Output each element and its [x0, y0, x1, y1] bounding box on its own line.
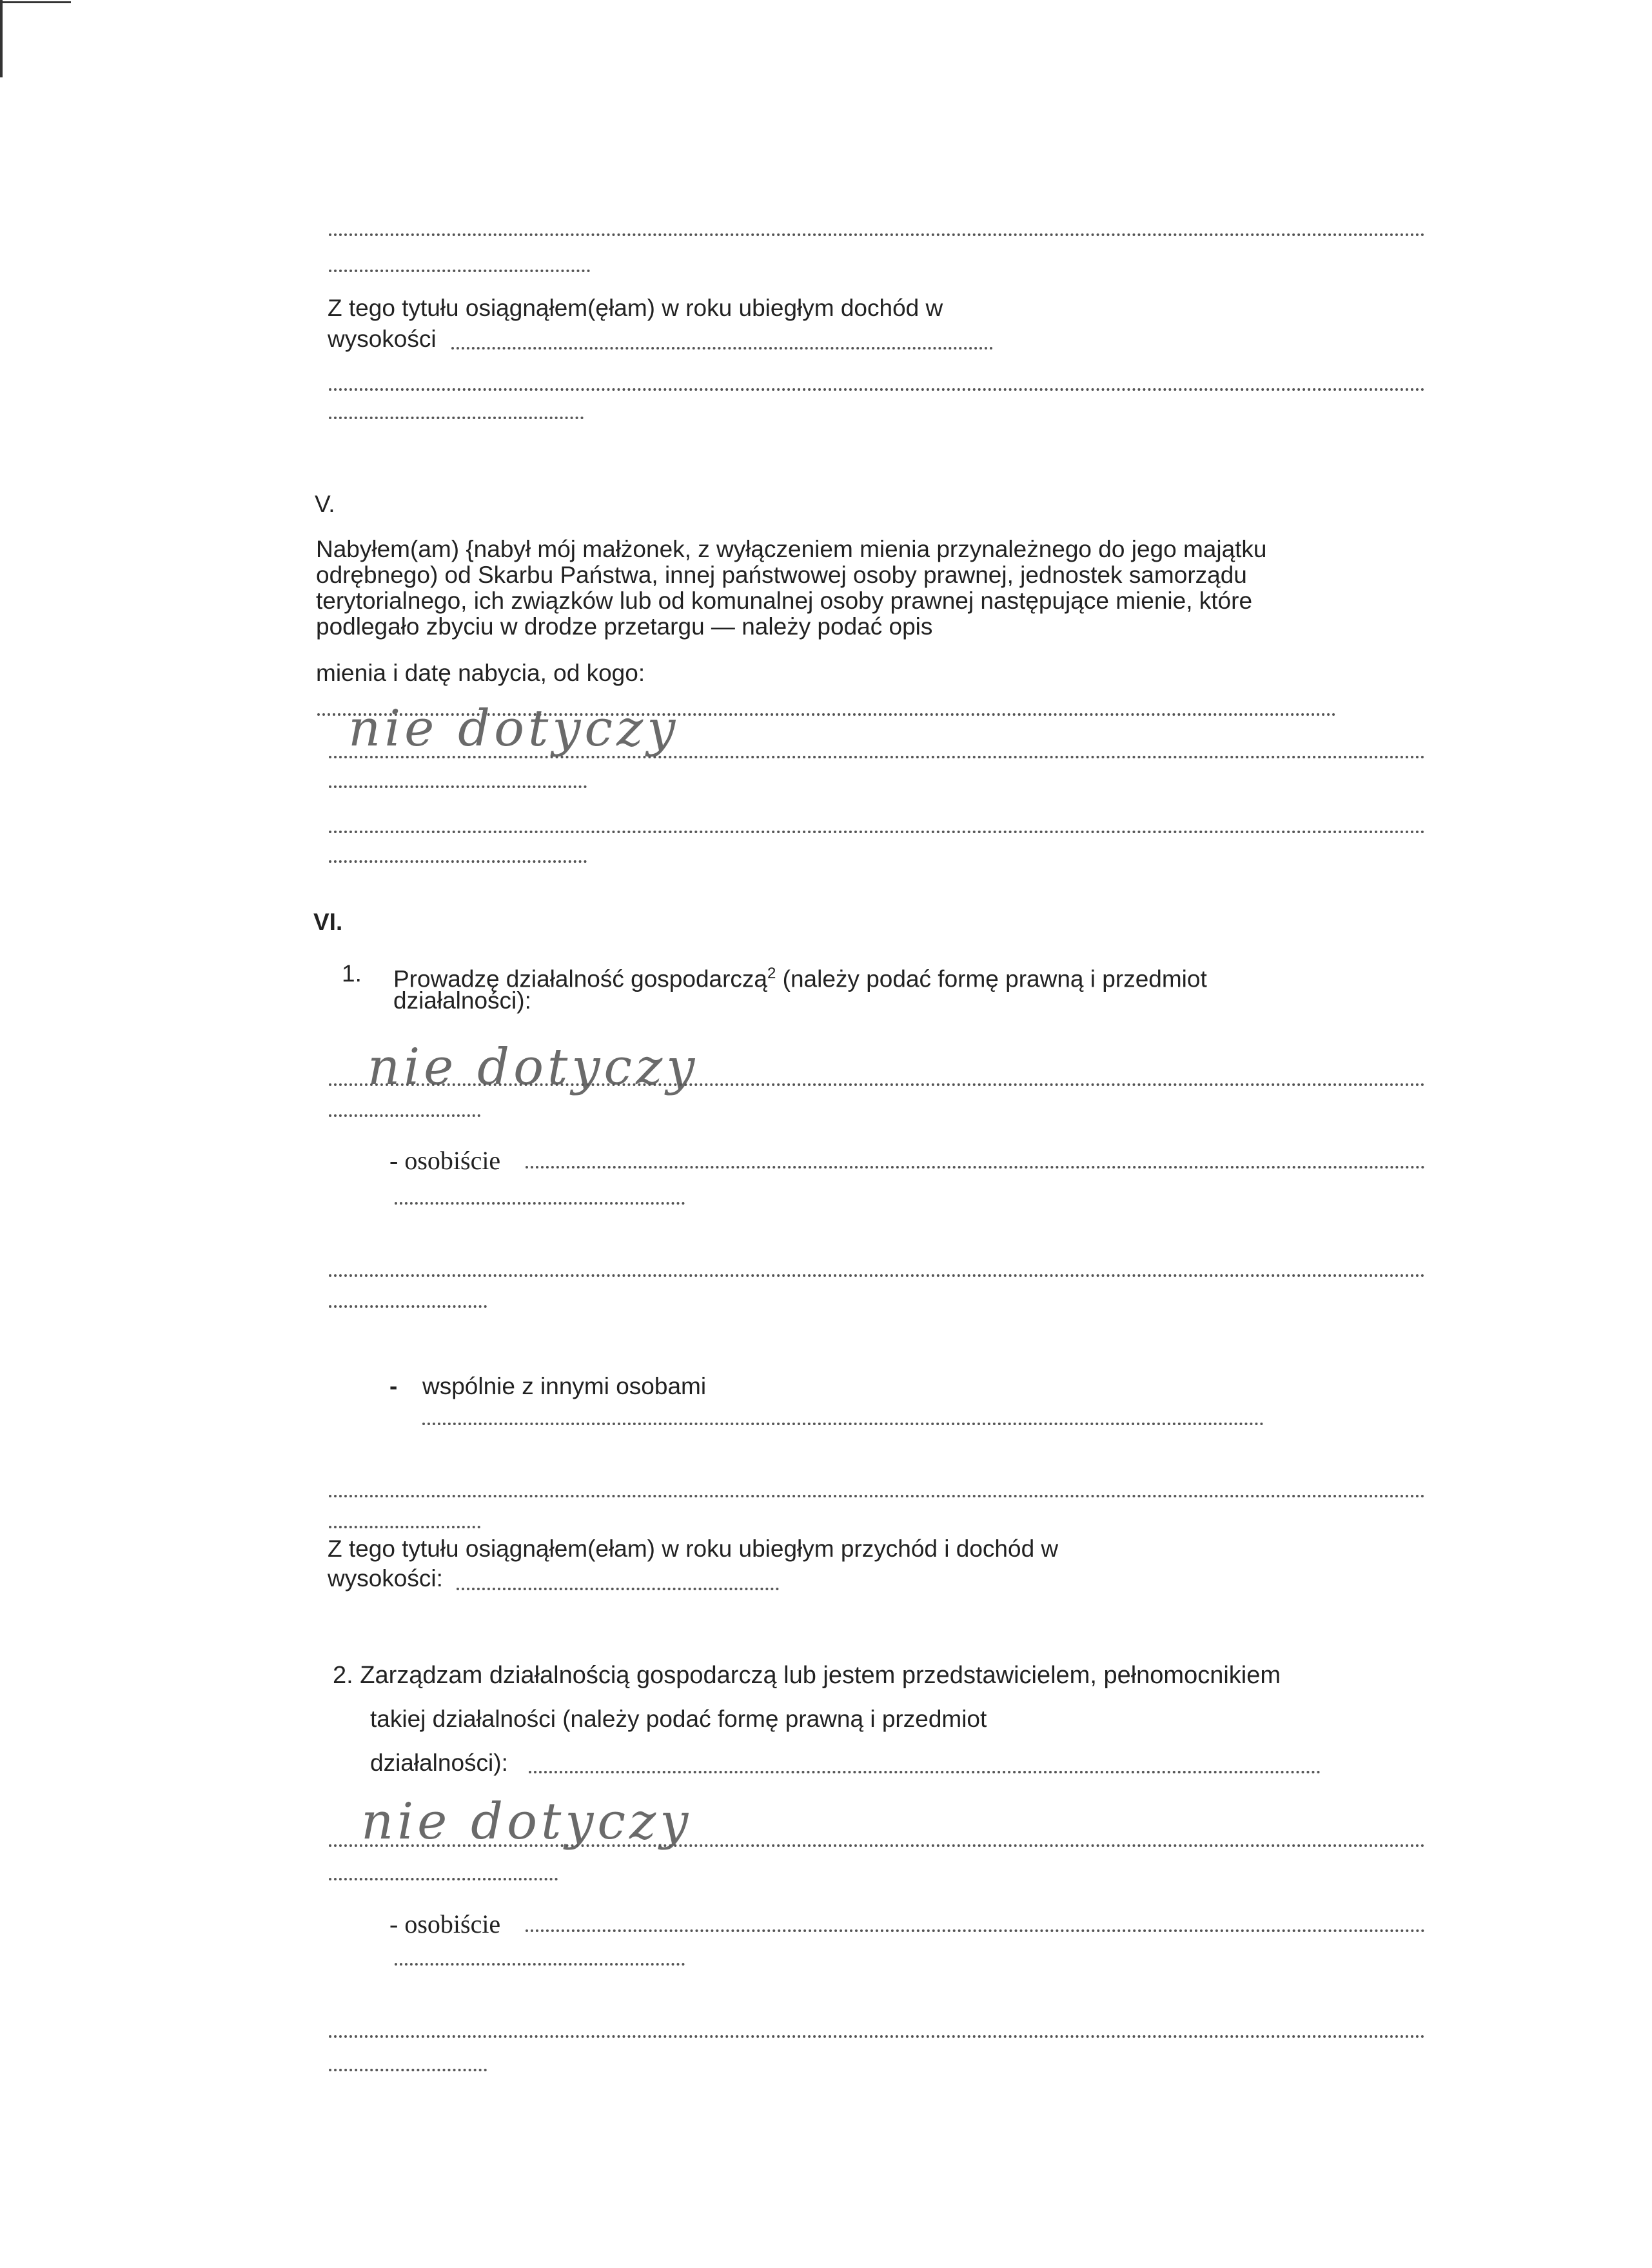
scan-edge-mark [0, 0, 3, 77]
section-v-paragraph-line: podlegało zbyciu w drodze przetargu — należy podać opis [316, 613, 933, 640]
dotted-line [329, 756, 1425, 758]
dotted-line [329, 270, 590, 272]
joint-dash: - [389, 1373, 398, 1399]
section-v-paragraph-line: odrębnego) od Skarbu Państwa, innej państwowej osoby prawnej, jednostek samorządu [316, 562, 1247, 588]
dotted-line [329, 1114, 480, 1117]
dotted-line [395, 1202, 685, 1205]
dotted-line [329, 1274, 1425, 1277]
personal-label: - osobiście [389, 1146, 501, 1175]
dotted-line [329, 1083, 1425, 1086]
dotted-line [329, 1495, 1425, 1497]
dotted-line [329, 1305, 487, 1308]
dotted-line [329, 1844, 1425, 1847]
item2-line3: działalności): [370, 1750, 508, 1776]
dotted-line [329, 1878, 558, 1880]
joint-label: wspólnie z innymi osobami [422, 1373, 707, 1399]
dotted-line [329, 417, 584, 419]
personal-dotted-line [526, 1166, 1425, 1169]
footnote-marker: 2 [767, 965, 776, 982]
dotted-line [329, 785, 587, 788]
dotted-line [329, 2069, 487, 2071]
item1-income-dotted-line [457, 1588, 779, 1590]
dotted-line [329, 388, 1425, 391]
item1-income-label: Z tego tytułu osiągnąłem(ełam) w roku ubiegłym przychód i dochód w [328, 1535, 1059, 1562]
handwritten-answer: nie dotyczy [348, 700, 680, 758]
income-label-2: wysokości [328, 326, 437, 352]
item1-number: 1. [342, 960, 362, 987]
scan-edge-mark-top [0, 1, 71, 3]
dotted-line [329, 860, 587, 863]
dotted-line [395, 1963, 685, 1966]
dotted-line [329, 831, 1425, 833]
item2-line1: 2. Zarządzam działalnością gospodarczą lub jestem przedstawicielem, pełnomocnikiem [333, 1662, 1281, 1689]
section-vi-numeral: VI. [313, 909, 343, 935]
item1-line1-text-b: (należy podać formę prawną i przedmiot [776, 965, 1207, 992]
income-dotted-line [451, 347, 993, 350]
dotted-line [329, 2035, 1425, 2038]
joint-dotted-line [422, 1423, 1264, 1425]
item1-line2: działalności): [393, 987, 531, 1014]
handwritten-answer: nie dotyczy [361, 1793, 693, 1851]
income-label: Z tego tytułu osiągnąłem(ęłam) w roku ubiegłym dochód w [328, 295, 943, 321]
section-v-paragraph-line: Nabyłem(am) {nabył mój małżonek, z wyłączeniem mienia przynależnego do jego majątku [316, 536, 1267, 562]
item2-line2: takiej działalności (należy podać formę prawną i przedmiot [370, 1706, 987, 1732]
section-v-paragraph-end: mienia i datę nabycia, od kogo: [316, 660, 645, 686]
item1-line1-text: Prowadzę działalność gospodarczą [393, 965, 768, 992]
section-v-paragraph-line: terytorialnego, ich związków lub od komunalnej osoby prawnej następujące mienie, które [316, 587, 1253, 614]
dotted-line [329, 233, 1425, 236]
item2-personal-dotted-line [526, 1929, 1425, 1932]
item1-income-label-2: wysokości: [328, 1565, 443, 1592]
item2-dotted-line [529, 1771, 1321, 1773]
dotted-line [329, 1526, 480, 1528]
handwritten-answer: nie dotyczy [368, 1038, 699, 1096]
item2-personal-label: - osobiście [389, 1909, 501, 1938]
section-v-numeral: V. [315, 491, 335, 517]
